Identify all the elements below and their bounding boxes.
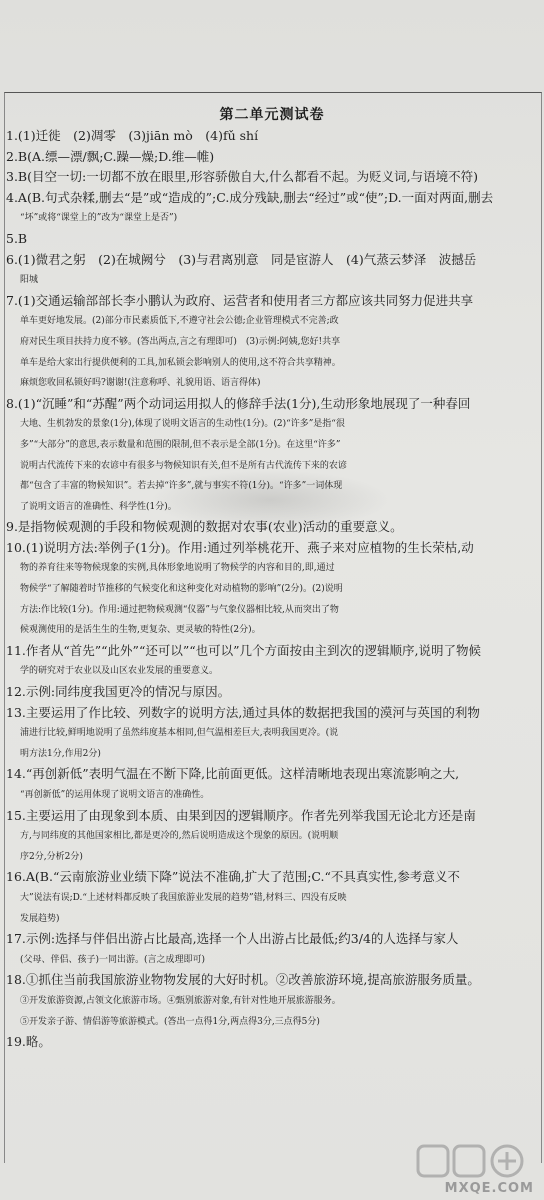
answer-line: 10.(1)说明方法:举例子(1分)。作用:通过列举桃花开、燕子来对应植物的生长荣枯,动 — [6, 539, 474, 555]
answer-list — [6, 126, 534, 1053]
answer-line: 3.B(目空一切:一切都不放在眼里,形容骄傲自大,什么都看不起。为贬义词,与语境不符) — [6, 169, 478, 185]
answer-line: ③开发旅游资源,占领文化旅游市场。④甄别旅游对象,有针对性地开展旅游服务。 — [20, 995, 341, 1006]
answer-line: 发展趋势) — [20, 913, 60, 924]
answer-line: 单车更好地发展。(2)部分市民素质低下,不遵守社会公德;企业管理模式不完善;政 — [20, 316, 339, 327]
answer-item — [6, 229, 534, 250]
answer-line: 12.示例:同纬度我国更冷的情况与原因。 — [6, 684, 231, 700]
answer-line: 6.(1)微君之躬 (2)在城阙兮 (3)与君离别意 同是宦游人 (4)气蒸云梦泽 波撼岳 — [6, 251, 477, 267]
answer-line: 11.作者从“首先”“此外”“还可以”“也可以”几个方面按由主到次的逻辑顺序,说明了物候 — [6, 642, 481, 658]
answer-line: 5.B — [6, 230, 28, 246]
answer-line: 19.略。 — [6, 1034, 51, 1050]
answer-item — [6, 764, 534, 805]
answer-item — [6, 867, 534, 929]
answer-line: 大”说法有误;D.“上述材料都反映了我国旅游业发展的趋势”错,材料三、四没有反映 — [20, 892, 347, 903]
answer-line: 7.(1)交通运输部部长李小鹏认为政府、运营者和使用者三方都应该共同努力促进共享 — [6, 292, 474, 308]
answer-line: 方,与同纬度的其他国家相比,都是更冷的,然后说明造成这个现象的原因。(说明顺 — [20, 831, 339, 842]
answer-line: “坏”或将“课堂上的”改为“课堂上是否”) — [20, 213, 178, 224]
answer-line: 说明古代流传下来的农谚中有很多与物候知识有关,但不是所有古代流传下来的农谚 — [20, 460, 347, 471]
answer-item — [6, 167, 534, 188]
answer-line: 府对民生项目扶持力度不够。(答出两点,言之有理即可) (3)示例:阿姨,您好!共享 — [20, 336, 341, 347]
answer-line: (父母、伴侣、孩子)一同出游。(言之成理即可) — [20, 954, 206, 965]
answer-line: 8.(1)“沉睡”和“苏醒”两个动词运用拟人的修辞手法(1分),生动形象地展现了一种春回 — [6, 395, 471, 411]
answer-item — [6, 538, 534, 641]
answer-line: 物的养育往来等物候现象的实例,具体形象地说明了物候学的内容和目的,即,通过 — [20, 563, 335, 574]
answer-line: 麻烦您收回私锁好吗?谢谢!(注意称呼、礼貌用语、语言得体) — [20, 378, 261, 389]
answer-line: 15.主要运用了由现象到本质、由果到因的逻辑顺序。作者先列举我国无论北方还是南 — [6, 807, 476, 823]
answer-item — [6, 250, 534, 291]
answer-line: “再创新低”的运用体现了说明文语言的准确性。 — [20, 790, 210, 800]
answer-line: 物候学“了解随着时节推移的气候变化和这种变化对动植物的影响”(2分)。(2)说明 — [20, 584, 343, 595]
page-title: 第二单元测试卷 — [219, 107, 325, 123]
answer-line: 大地、生机勃发的景象(1分),体现了说明文语言的生动性(1分)。(2)“许多”是指“很 — [20, 419, 345, 430]
answer-item — [6, 1032, 534, 1053]
answer-line: 明方法1分,作用2分) — [20, 748, 101, 759]
answer-line: 9.是指物候观测的手段和物候观测的数据对农事(农业)活动的重要意义。 — [6, 519, 403, 535]
answer-item — [6, 703, 534, 765]
answer-line: 单车是给大家出行提供便利的工具,加私锁会影响别人的使用,这不符合共享精神。 — [20, 357, 341, 368]
answer-line: 浦进行比较,鲜明地说明了虽然纬度基本相同,但气温相差巨大,表明我国更冷。(说 — [20, 728, 339, 739]
answer-line: 学的研究对于农业以及山区农业发展的重要意义。 — [20, 666, 219, 677]
answer-item — [6, 126, 534, 147]
answer-line: 17.示例:选择与伴侣出游占比最高,选择一个人出游占比最低;约3/4的人选择与家人 — [6, 931, 459, 947]
answer-item — [6, 394, 534, 518]
answer-item — [6, 147, 534, 168]
watermark-site-text: MXQE.COM — [444, 1181, 534, 1196]
answer-line: ⑤开发亲子游、情侣游等旅游模式。(答出一点得1分,两点得3分,三点得5分) — [20, 1016, 320, 1027]
answer-item — [6, 188, 534, 229]
answer-item — [6, 929, 534, 970]
answer-line: 都“包含了丰富的物候知识”。若去掉“许多”,就与事实不符(1分)。“许多”一词体现 — [20, 481, 343, 492]
answer-item — [6, 291, 534, 394]
answer-line: 方法:作比较(1分)。作用:通过把物候观测“仪器”与气象仪器相比较,从而突出了物 — [20, 604, 339, 615]
answer-item — [6, 517, 534, 538]
answer-line: 序2分,分析2分) — [20, 851, 83, 862]
answer-line: 阳城 — [20, 275, 39, 286]
answer-item — [6, 682, 534, 703]
answer-line: 13.主要运用了作比较、列数字的说明方法,通过具体的数据把我国的漠河与英国的利物 — [6, 704, 480, 720]
answer-item — [6, 970, 534, 1032]
answer-item — [6, 641, 534, 682]
answer-line: 4.A(B.句式杂糅,删去“是”或“造成的”;C.成分残缺,删去“经过”或“使”;D.一面对两面,删去 — [6, 189, 494, 205]
answer-line: 多”“大部分”的意思,表示数量和范围的限制,但不表示是全部(1分)。在这里“许多” — [20, 439, 341, 450]
answer-item — [6, 806, 534, 868]
answer-line: 2.B(A.缥—漂/飘;C.躁—燥;D.维—帷) — [6, 148, 215, 164]
answer-line: 18.①抓住当前我国旅游业物物发展的大好时机。②改善旅游环境,提高旅游服务质量。 — [6, 972, 480, 988]
answer-line: 候观测使用的是活生生的生物,更复杂、更灵敏的特性(2分)。 — [20, 625, 261, 636]
answer-line: 16.A(B.“云南旅游业业绩下降”说法不准确,扩大了范围;C.“不具真实性,参考意义不 — [6, 869, 460, 885]
answer-line: 14.“再创新低”表明气温在不断下降,比前面更低。这样清晰地表现出寒流影响之大, — [6, 766, 460, 782]
answer-line: 1.(1)迁徙 (2)凋零 (3)jiān mò (4)fǔ shí — [6, 128, 259, 143]
answer-line: 了说明文语言的准确性、科学性(1分)。 — [20, 501, 177, 512]
